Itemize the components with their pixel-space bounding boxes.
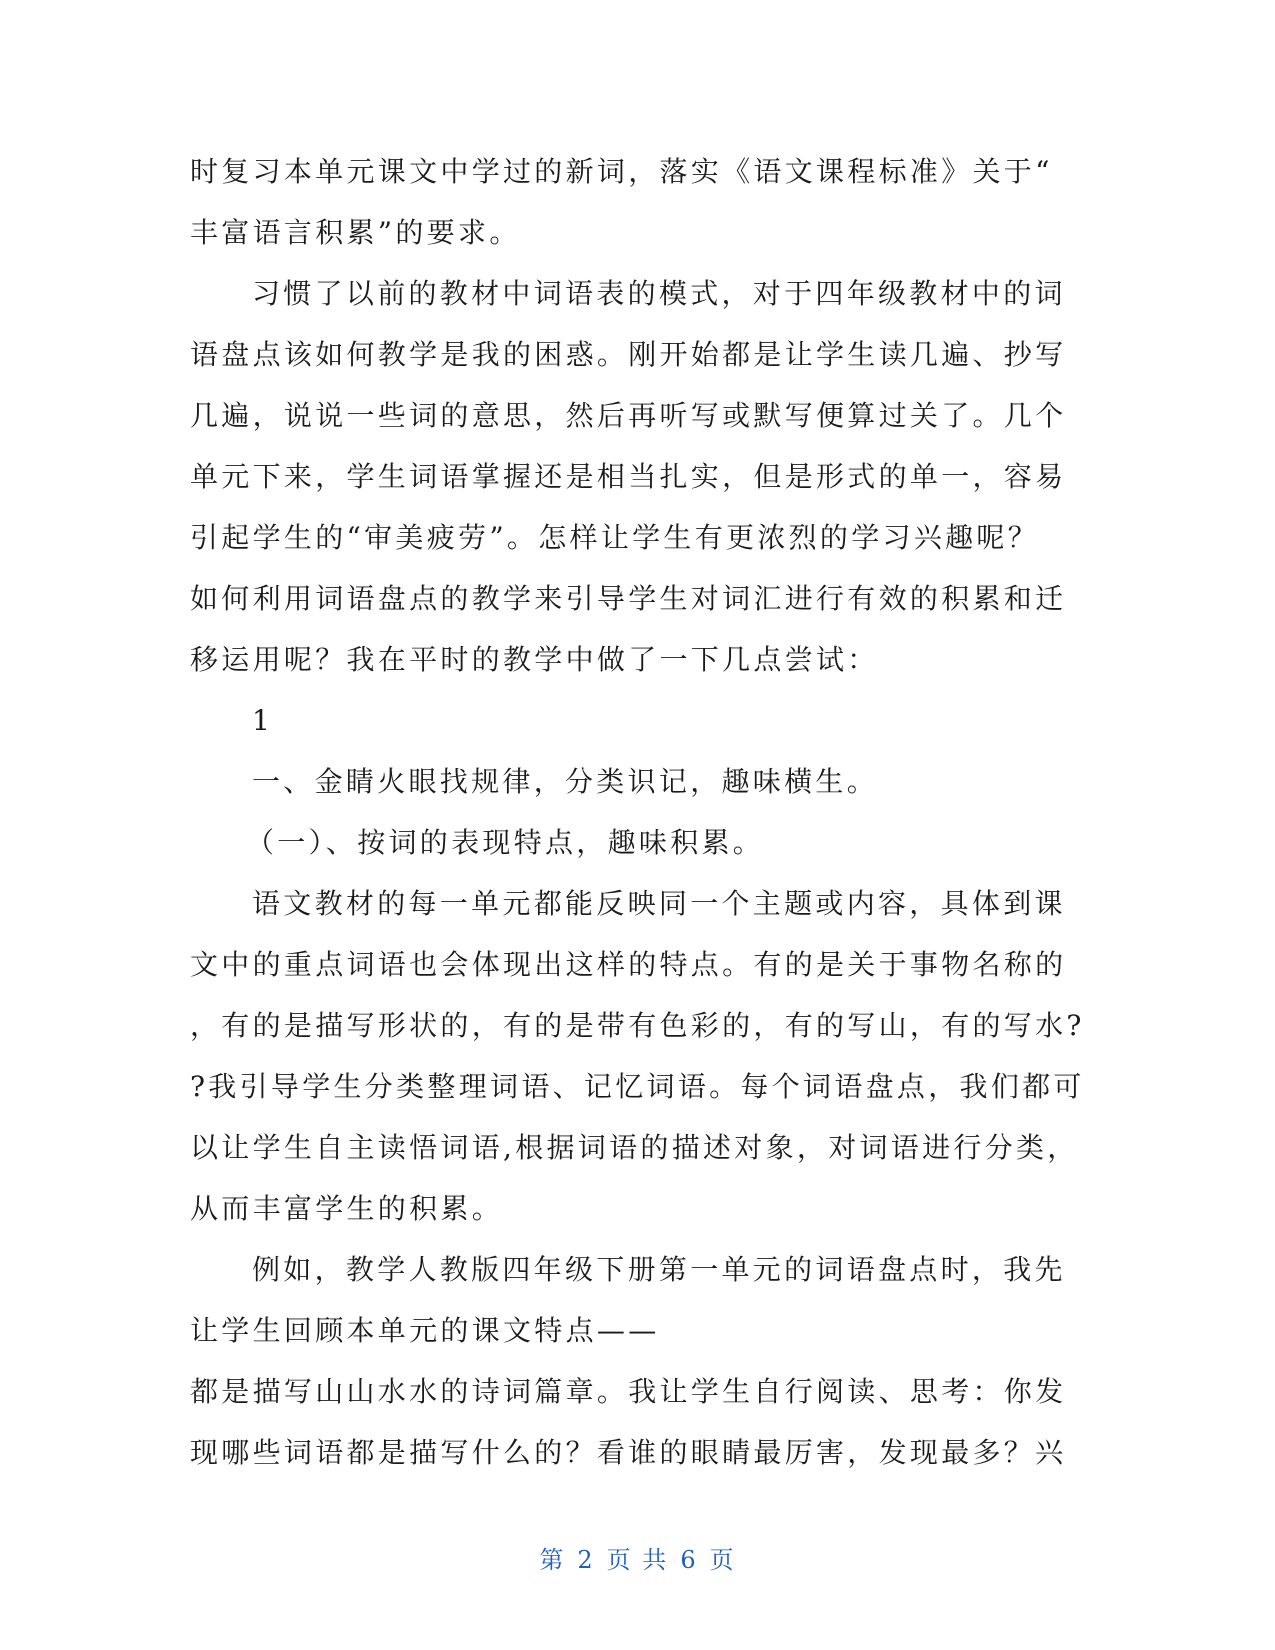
- text-line: 单元下来，学生词语掌握还是相当扎实，但是形式的单一，容易: [190, 460, 1067, 493]
- footer-total-pages: 6: [680, 1546, 698, 1574]
- text-line: 时复习本单元课文中学过的新词，落实《语文课程标准》关于“: [190, 155, 1053, 188]
- paragraph-start: 例如，教学人教版四年级下册第一单元的词语盘点时，我先: [252, 1253, 1066, 1286]
- section-heading: 一、金睛火眼找规律，分类识记，趣味横生。: [252, 765, 879, 798]
- body-text: [190, 141, 1090, 1483]
- paragraph-start: 语文教材的每一单元都能反映同一个主题或内容，具体到课: [252, 887, 1066, 920]
- footer-suffix: 页: [709, 1546, 736, 1574]
- text-line: 都是描写山山水水的诗词篇章。我让学生自行阅读、思考：你发: [190, 1375, 1067, 1408]
- page-footer: [0, 1540, 1275, 1575]
- section-number: 1: [252, 704, 274, 737]
- text-line: 语盘点该如何教学是我的困惑。刚开始都是让学生读几遍、抄写: [190, 338, 1067, 371]
- text-line: 以让学生自主读悟词语,根据词语的描述对象，对词语进行分类，: [190, 1131, 1079, 1164]
- text-line: 引起学生的“审美疲劳”。怎样让学生有更浓烈的学习兴趣呢？: [190, 521, 1040, 554]
- text-line: 现哪些词语都是描写什么的？看谁的眼睛最厉害，发现最多？兴: [190, 1436, 1067, 1469]
- paragraph-start: 习惯了以前的教材中词语表的模式，对于四年级教材中的词: [252, 277, 1066, 310]
- footer-prefix: 第: [539, 1546, 566, 1574]
- text-line: 移运用呢？我在平时的教学中做了一下几点尝试：: [190, 643, 879, 676]
- text-line: 让学生回顾本单元的课文特点——: [190, 1314, 660, 1347]
- subsection-heading: （一）、按词的表现特点，趣味积累。: [246, 826, 765, 859]
- text-line: 文中的重点词语也会体现出这样的特点。有的是关于事物名称的: [190, 948, 1067, 981]
- text-line: 丰富语言积累”的要求。: [190, 216, 521, 249]
- footer-middle: 页 共: [606, 1546, 669, 1574]
- footer-page-number: 2: [577, 1546, 595, 1574]
- text-line: 如何利用词语盘点的教学来引导学生对词汇进行有效的积累和迁: [190, 582, 1067, 615]
- text-line: 几遍，说说一些词的意思，然后再听写或默写便算过关了。几个: [190, 399, 1067, 432]
- text-line: ，有的是描写形状的，有的是带有色彩的，有的写山，有的写水?: [190, 1009, 1085, 1042]
- text-line: 从而丰富学生的积累。: [190, 1192, 504, 1225]
- text-line: ?我引导学生分类整理词语、记忆词语。每个词语盘点，我们都可: [190, 1070, 1085, 1103]
